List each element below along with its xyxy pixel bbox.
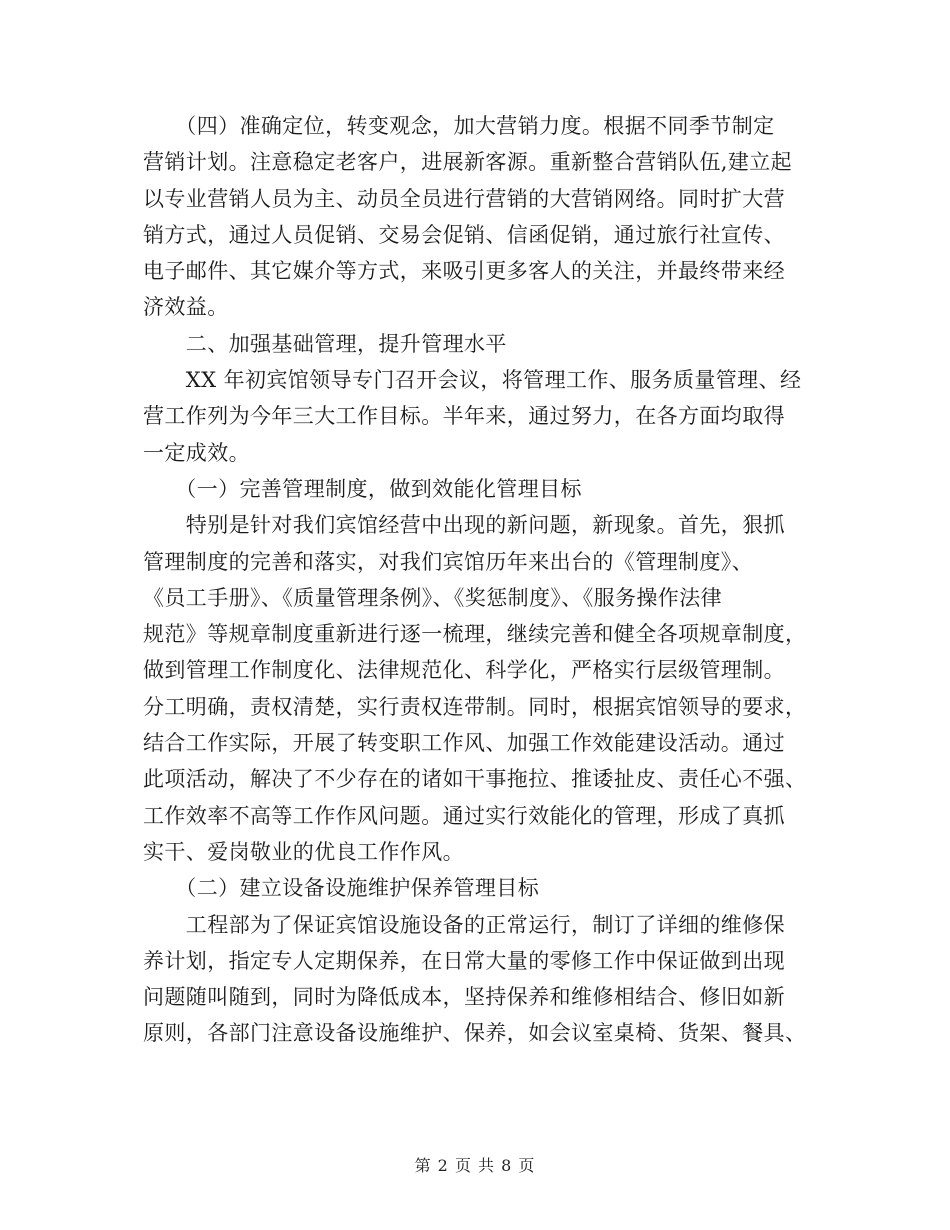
text-line: 此项活动，解决了不少存在的诸如干事拖拉、推诿扯皮、责任心不强、 (143, 767, 807, 792)
text-line: （四）准确定位，转变观念，加大营销力度。根据不同季节制定 (143, 114, 775, 138)
text-line: 做到管理工作制度化、法律规范化、科学化，严格实行层级管理制。 (143, 658, 785, 683)
text-line: XX 年初宾馆领导专门召开会议，将管理工作、服务质量管理、经 (143, 368, 802, 393)
subsection-heading: （二）建立设备设施维护保养管理目标 (143, 876, 540, 901)
text-line: 工作效率不高等工作作风问题。通过实行效能化的管理，形成了真抓 (143, 803, 785, 828)
text-line: 销方式，通过人员促销、交易会促销、信函促销，通过旅行社宣传、 (143, 222, 785, 247)
text-line: 电子邮件、其它媒介等方式，来吸引更多客人的关注，并最终带来经 (143, 259, 785, 284)
text-line: 养计划，指定专人定期保养，在日常大量的零修工作中保证做到出现 (143, 948, 785, 973)
page-number-footer: 第 2 页 共 8 页 (414, 1156, 536, 1175)
subsection-heading: （一）完善管理制度，做到效能化管理目标 (143, 476, 582, 501)
text-line: 特别是针对我们宾馆经营中出现的新问题，新现象。首先，狠抓 (143, 513, 785, 538)
text-line: 工程部为了保证宾馆设施设备的正常运行，制订了详细的维修保 (143, 912, 785, 937)
text-line: 营销计划。注意稳定老客户，进展新客源。重新整合营销队伍,建立起 (143, 150, 793, 175)
text-line: 以专业营销人员为主、动员全员进行营销的大营销网络。同时扩大营 (143, 186, 785, 211)
text-line: 问题随叫随到，同时为降低成本，坚持保养和维修相结合、修旧如新 (143, 985, 785, 1010)
text-line: 一定成效。 (143, 440, 250, 465)
text-line: 实干、爱岗敬业的优良工作作风。 (143, 839, 464, 864)
body-text (143, 108, 811, 1052)
text-line: 规范》等规章制度重新进行逐一梳理，继续完善和健全各项规章制度， (143, 622, 807, 647)
text-line: 结合工作实际，开展了转变职工作风、加强工作效能建设活动。通过 (143, 731, 785, 756)
text-line: 分工明确，责权清楚，实行责权连带制。同时，根据宾馆领导的要求， (143, 694, 807, 719)
text-line: 《员工手册》、《质量管理条例》、《奖惩制度》、《服务操作法律 (143, 585, 722, 610)
text-line: 营工作列为今年三大工作目标。半年来，通过努力，在各方面均取得 (143, 404, 785, 429)
text-line: 原则，各部门注意设备设施维护、保养，如会议室桌椅、货架、餐具、 (143, 1021, 807, 1046)
section-heading: 二、加强基础管理，提升管理水平 (143, 331, 507, 356)
text-line: 管理制度的完善和落实，对我们宾馆历年来出台的《管理制度》、 (143, 549, 754, 574)
text-line: 济效益。 (143, 295, 229, 320)
